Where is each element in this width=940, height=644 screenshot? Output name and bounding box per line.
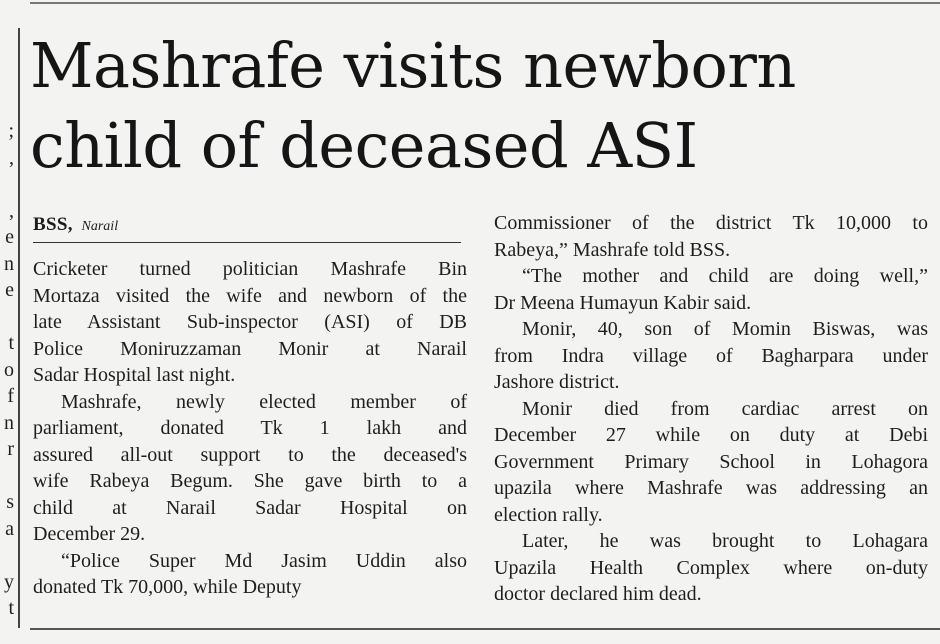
fragment-char: t xyxy=(8,332,14,354)
text-line: election rally. xyxy=(494,503,603,526)
paragraph xyxy=(494,316,928,396)
byline-rule xyxy=(33,242,461,243)
paragraph xyxy=(494,210,928,263)
text-line: Rabeya,” Mashrafe told BSS. xyxy=(494,238,731,261)
text-line: Dr Meena Humayun Kabir said. xyxy=(494,291,752,314)
paragraph xyxy=(494,396,928,529)
fragment-char: f xyxy=(7,385,14,407)
text-line: Government Primary School in Lohagora xyxy=(494,450,928,473)
text-line: Later, he was brought to Lohagara xyxy=(522,530,928,552)
fragment-char: s xyxy=(6,491,14,513)
text-line: December 29. xyxy=(33,523,146,545)
article-column-2 xyxy=(494,210,928,608)
text-line: “The mother and child are doing well,” xyxy=(522,265,928,287)
paragraph xyxy=(494,263,928,316)
headline-line-2: child of deceased ASI xyxy=(30,109,698,182)
fragment-char: r xyxy=(7,438,14,460)
text-line: Commissioner of the district Tk 10,000 to xyxy=(494,212,928,234)
paragraph xyxy=(33,548,467,601)
fragment-char: , xyxy=(9,199,14,222)
text-line: Monir died from cardiac arrest on xyxy=(522,397,928,420)
fragment-char xyxy=(0,542,14,569)
text-line: Mortaza visited the wife and newborn of the xyxy=(33,284,467,307)
fragment-char: e xyxy=(5,279,14,301)
top-rule xyxy=(30,2,940,4)
headline xyxy=(30,26,935,186)
text-line: Sadar Hospital last night. xyxy=(33,364,236,386)
text-line: late Assistant Sub-inspector (ASI) of DB xyxy=(33,311,467,333)
fragment-char: y xyxy=(4,570,14,593)
text-line: “Police Super Md Jasim Uddin also xyxy=(61,549,467,572)
paragraph xyxy=(494,528,928,608)
fragment-char: , xyxy=(9,146,14,169)
fragment-char: o xyxy=(4,358,14,381)
bottom-rule xyxy=(30,628,940,630)
fragment-char: a xyxy=(5,517,14,540)
text-line: assured all-out support to the deceased's xyxy=(33,443,467,466)
fragment-char: e xyxy=(5,226,14,248)
text-line: from Indra village of Bagharpara under xyxy=(494,344,928,367)
text-line: Upazila Health Complex where on-duty xyxy=(494,556,928,579)
byline xyxy=(33,214,463,236)
text-line: Police Moniruzzaman Monir at Narail xyxy=(33,337,467,360)
byline-agency: BSS, xyxy=(33,214,73,235)
paragraph xyxy=(33,256,467,389)
byline-place: Narail xyxy=(81,219,119,234)
fragment-char: t xyxy=(8,597,14,619)
fragment-char xyxy=(0,304,14,331)
text-line: December 27 while on duty at Debi xyxy=(494,424,928,446)
text-line: Mashrafe, newly elected member of xyxy=(61,390,467,413)
text-line: Jashore district. xyxy=(494,371,620,393)
text-line: doctor declared him dead. xyxy=(494,583,702,605)
article-column-1 xyxy=(33,256,467,601)
text-line: upazila where Mashrafe was addressing an xyxy=(494,477,928,499)
text-line: Monir, 40, son of Momin Biswas, was xyxy=(522,318,928,340)
fragment-char xyxy=(0,463,14,490)
fragment-char: n xyxy=(4,411,14,434)
text-line: donated Tk 70,000, while Deputy xyxy=(33,576,302,598)
text-line: Cricketer turned politician Mashrafe Bin xyxy=(33,258,467,280)
text-line: wife Rabeya Begum. She gave birth to a xyxy=(33,470,467,492)
fragment-char: n xyxy=(4,252,14,275)
fragment-char: ; xyxy=(8,120,14,142)
paragraph xyxy=(33,389,467,548)
headline-line-1: Mashrafe visits newborn xyxy=(30,29,796,102)
fragment-char xyxy=(0,171,14,198)
adjacent-column-fragments xyxy=(0,118,14,622)
column-divider-left xyxy=(18,28,20,628)
text-line: parliament, donated Tk 1 lakh and xyxy=(33,417,467,439)
text-line: child at Narail Sadar Hospital on xyxy=(33,496,467,519)
